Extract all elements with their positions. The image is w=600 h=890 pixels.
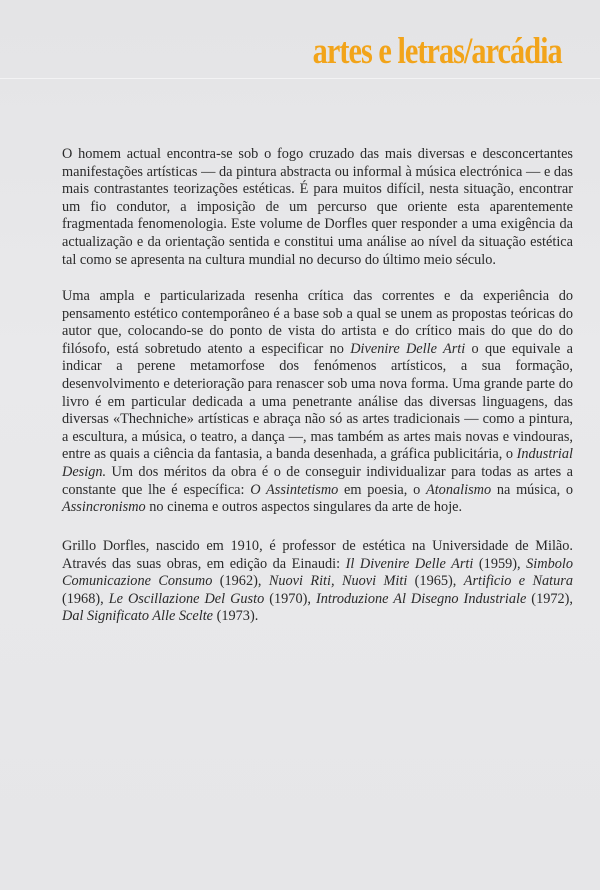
italic-title: Simbolo Comunicazione Consumo bbox=[62, 555, 573, 590]
text-run: (1968), bbox=[62, 590, 109, 607]
text-run: no cinema e outros aspectos singulares da arte de hoje. bbox=[145, 499, 463, 516]
text-run: (1959), bbox=[473, 555, 527, 572]
text-run: Um dos méritos da obra é o de conseguir individualizar para todas as artes a constante que lhe é específica: bbox=[62, 463, 573, 498]
italic-term: O Assintetismo bbox=[250, 481, 339, 498]
italic-title: Divenire Delle Arti bbox=[350, 340, 466, 357]
paragraph-intro: O homem actual encontra-se sob o fogo cruzado das mais diversas e desconcertantes manifestações artísticas — da pintura abstracta ou informal à música electrónica — e das mais contrastantes teorizações estéticas. É para muitos difícil, nesta situação, encontrar um fio condutor, a imposição de um percurso que oriente esta aparentemente fragmentada fenomenologia. Este volume de Dorfles quer responder a uma exigência da actualização e da orientação sentida e constitui uma análise ao nível da situação estética tal como se apresenta na cultura mundial no decurso do último meio século. bbox=[62, 146, 573, 268]
italic-term: Atonalismo bbox=[425, 481, 492, 498]
text-run: Uma ampla e particularizada resenha crítica das correntes e da experiência do pensamento estético contemporâneo é a base sob a qual se unem as propostas teóricas do autor que, colocando-se do ponto de vista do artista e do crítico mais do que do do filósofo, está sobretudo atento a especificar no bbox=[62, 288, 573, 357]
text-run: o que equivale a indicar a perene metamorfose dos fenómenos artísticos, a sua formação, desenvolvimento e deterioração para renascer sob uma nova forma. Uma grande parte do livro é em particular dedicada a uma penetrante análise das diversas linguagens, das diversas «Thechniche» artísticas e abraça não só as artes tradicionais — como a pintura, a escultura, a música, o teatro, a dança —, mas também as artes mais novas e vindouras, entre as quais a ciência da fantasia, a banda desenhada, a gráfica publicitária, o bbox=[62, 340, 573, 463]
italic-title: Il Divenire Delle Arti bbox=[345, 555, 474, 572]
italic-title: Le Oscillazione Del Gusto bbox=[108, 590, 265, 607]
italic-title: Nuovi Riti, Nuovi Miti bbox=[268, 573, 408, 590]
text-run: (1965), bbox=[407, 573, 464, 590]
italic-title: Industrial Design. bbox=[62, 446, 573, 480]
text-run: na música, o bbox=[491, 481, 574, 498]
text-run: Grillo Dorfles, nascido em 1910, é professor de estética na Universidade de Milão. Através das suas obras, em edição da Einaudi: bbox=[62, 538, 573, 572]
series-title: artes e letras/arcádia bbox=[312, 31, 562, 72]
italic-term: Assincronismo bbox=[62, 499, 146, 516]
paragraph-description bbox=[62, 288, 573, 517]
italic-title: Artificio e Natura bbox=[463, 573, 574, 590]
title-divider bbox=[0, 78, 600, 79]
text-run: (1970), bbox=[264, 590, 316, 607]
paragraph-author-bio bbox=[62, 538, 573, 626]
italic-title: Dal Significato Alle Scelte bbox=[62, 608, 214, 625]
text-run: (1973). bbox=[213, 608, 259, 625]
text-run: em poesia, o bbox=[338, 481, 426, 498]
text-run: (1962), bbox=[212, 573, 269, 590]
text-run: (1972), bbox=[526, 590, 573, 607]
italic-title: Introduzione Al Disegno Industriale bbox=[315, 590, 527, 607]
